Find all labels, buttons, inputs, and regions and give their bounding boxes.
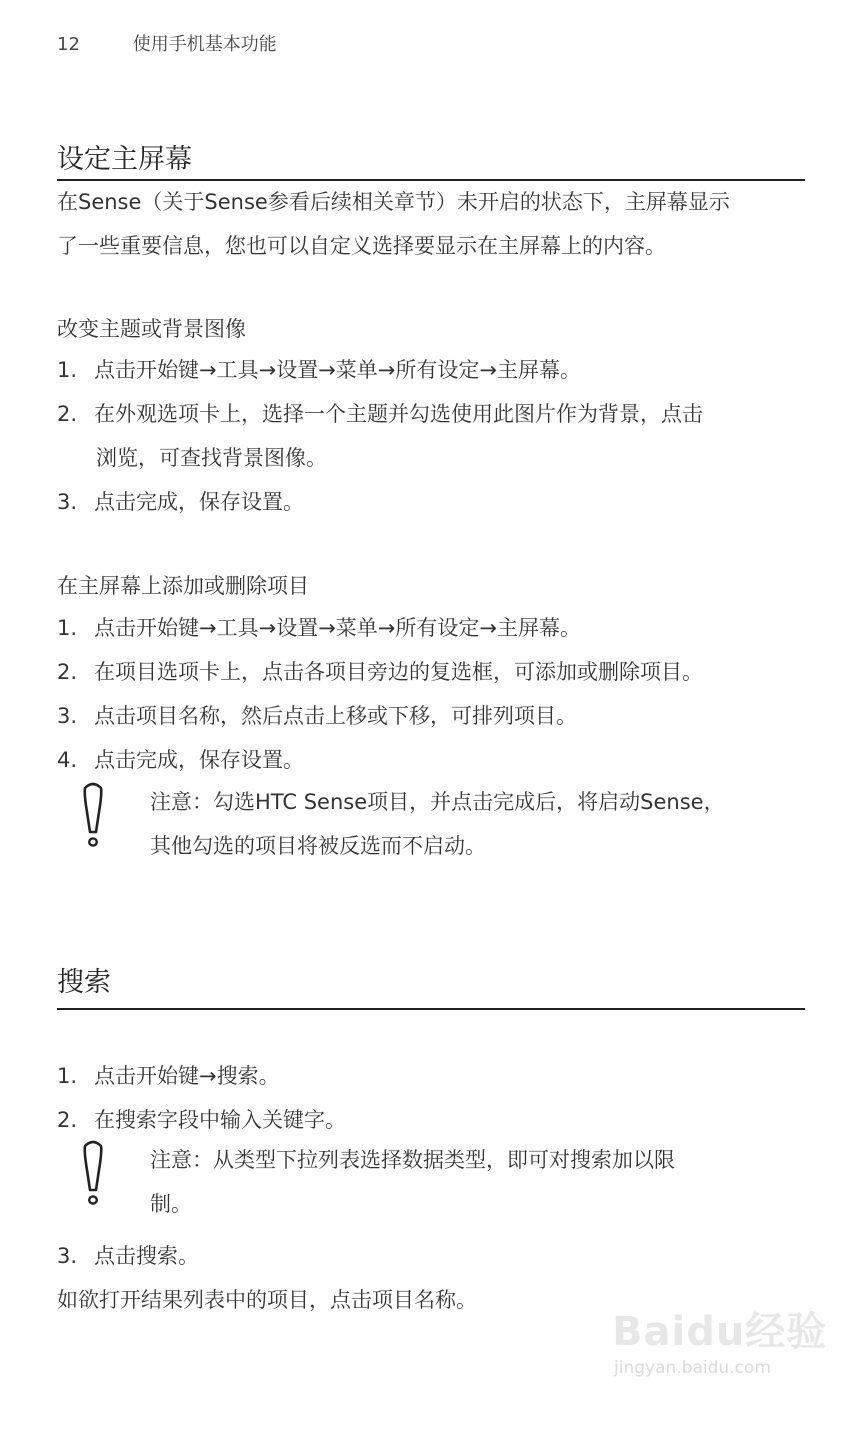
exclamation-icon [80,782,106,848]
item-number: 1. [57,358,78,382]
watermark-url: jingyan.baidu.com [614,1358,771,1378]
item-number: 2. [57,1108,78,1132]
list-item [57,348,807,392]
note-text: 注意：勾选HTC Sense项目，并点击完成后，将启动Sense， [150,790,725,814]
note-text: 其他勾选的项目将被反选而不启动。 [150,834,486,858]
item-number: 3. [57,490,78,514]
list-item [57,1098,807,1142]
item-text: 点击搜索。 [94,1244,199,1268]
item-text: 点击完成，保存设置。 [94,490,304,514]
page-number: 12 [57,34,80,55]
item-text: 点击完成，保存设置。 [94,748,304,772]
note-box [80,1138,750,1226]
item-text: 在搜索字段中输入关键字。 [94,1108,346,1132]
note-text: 注意：从类型下拉列表选择数据类型，即可对搜索加以限 [150,1148,675,1172]
intro-paragraph [57,180,807,268]
page-header [57,30,277,56]
item-number: 3. [57,704,78,728]
item-number: 3. [57,1244,78,1268]
item-number: 4. [57,748,78,772]
note-box [80,780,750,868]
item-number: 2. [57,402,78,426]
item-text-continued: 浏览，可查找背景图像。 [96,446,327,470]
intro-line: 在Sense（关于Sense参看后续相关章节）未开启的状态下，主屏幕显示 [57,190,730,214]
section-divider [57,1008,805,1010]
list-item [57,738,807,782]
item-number: 2. [57,660,78,684]
list-item [57,392,807,480]
exclamation-icon [80,1140,106,1206]
chapter-title: 使用手机基本功能 [132,34,277,55]
item-number: 1. [57,1064,78,1088]
item-text: 点击项目名称，然后点击上移或下移，可排列项目。 [94,704,577,728]
list-item [57,1234,807,1278]
subheading-theme: 改变主题或背景图像 [57,317,246,341]
footer-paragraph: 如欲打开结果列表中的项目，点击项目名称。 [57,1288,477,1312]
item-text: 在外观选项卡上，选择一个主题并勾选使用此图片作为背景，点击 [94,402,703,426]
list-item [57,694,807,738]
item-text: 在项目选项卡上，点击各项目旁边的复选框，可添加或删除项目。 [94,660,703,684]
item-text: 点击开始键→工具→设置→菜单→所有设定→主屏幕。 [94,616,581,640]
subheading-items: 在主屏幕上添加或删除项目 [57,574,309,598]
list-item [57,480,807,524]
section-title-search: 搜索 [57,967,111,998]
section-title-home: 设定主屏幕 [57,144,192,175]
item-text: 点击开始键→工具→设置→菜单→所有设定→主屏幕。 [94,358,581,382]
item-text: 点击开始键→搜索。 [94,1064,280,1088]
baidu-logo: Baidu经验 [612,1309,828,1355]
item-number: 1. [57,616,78,640]
list-item [57,650,807,694]
list-item [57,1054,807,1098]
note-text: 制。 [150,1192,192,1216]
list-item [57,606,807,650]
watermark [612,1300,828,1390]
intro-line: 了一些重要信息，您也可以自定义选择要显示在主屏幕上的内容。 [57,234,666,258]
